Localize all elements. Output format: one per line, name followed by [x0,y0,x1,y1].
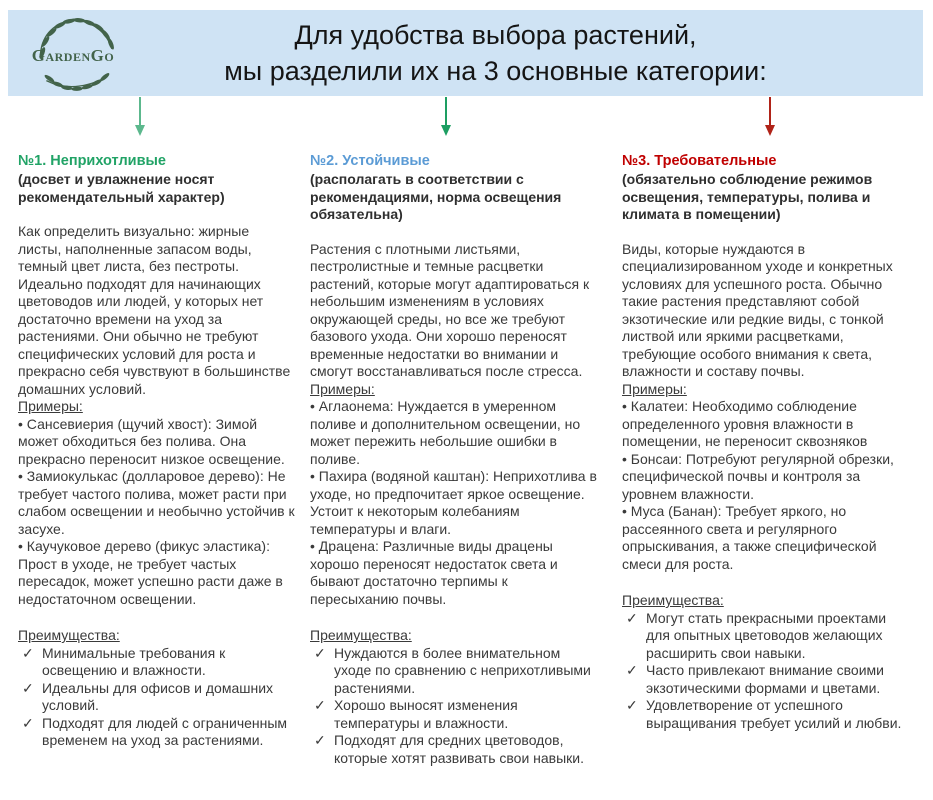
bullet-marker: • [18,538,23,554]
bullet-marker: • [310,468,315,484]
category-2-heading: №2. Устойчивые [310,153,430,169]
category-3-advantages-label: Преимущества: [622,592,724,608]
header-band [8,10,923,96]
category-3-examples-label: Примеры: [622,380,687,397]
advantage-item [622,697,913,732]
category-1-subheading: (досвет и увлажнение носят рекомендательный характер) [18,171,225,205]
category-2-subheading: (располагать в соответствии с рекомендациями, норма освещения обязательна) [310,171,562,222]
bullet-marker: • [310,538,315,554]
advantage-item [310,645,598,698]
example-item [18,468,296,538]
category-3-heading: №3. Требовательные [622,153,777,169]
advantage-item [310,732,598,767]
bullet-marker: • [310,398,315,414]
example-item [310,468,598,538]
title-line-1: Для удобства выбора растений, [294,20,697,50]
arrow-down-icon-category-3 [765,97,775,137]
example-text: Драцена: Различные виды драцены хорошо переносят недостаток света и бывают достаточно терпимы к пересыханию почвы. [310,538,558,607]
arrow-head [765,125,775,136]
category-1-examples-label: Примеры: [18,398,83,414]
example-item [622,503,913,573]
category-2-advantages-label: Преимущества: [310,627,412,643]
example-text: Калатеи: Необходимо соблюдение определенного уровня влажности в помещении, не переносит сквозняков [622,398,868,449]
advantage-text: Подходят для средних цветоводов, которые хотят развивать свои навыки. [334,732,585,766]
check-icon: ✓ [22,714,34,731]
example-text: Пахира (водяной каштан): Неприхотлива в уходе, но предпочитает яркое освещение. Устоит к некоторым колебаниям температуры и влаги. [310,468,597,537]
brand-logo [8,10,138,96]
bullet-marker: • [18,468,23,484]
check-icon: ✓ [626,609,638,626]
example-item [622,398,913,451]
example-text: Бонсаи: Потребуют регулярной обрезки, специфической почвы и контроля за уровнем влажности. [622,450,894,502]
check-icon: ✓ [22,679,34,696]
category-1-description: Как определить визуально: жирные листы, наполненные запасом воды, темный цвет листа, без пестроты. Идеально подходят для начинающих цветоводов или людей, у которых нет достаточно времени на уход за растениями. Они обычно не требуют специфических условий для роста и прекрасно себя чувствуют в большинстве домашних условий. [18,223,291,397]
check-icon: ✓ [314,732,326,748]
advantage-text: Удовлетворение от успешного выращивания требует усилий и любви. [646,697,902,731]
example-item [310,398,598,468]
check-icon: ✓ [314,697,326,713]
advantage-text: Идеальны для офисов и домашних условий. [42,679,274,713]
page-title [138,17,923,89]
category-column-2 [310,151,598,767]
example-item [18,538,296,608]
category-2-examples-label: Примеры: [310,380,375,397]
category-column-1 [18,151,296,767]
arrow-stem [445,97,447,126]
arrow-down-icon-category-1 [135,97,145,137]
bullet-marker: • [18,415,23,432]
check-icon: ✓ [22,644,34,661]
example-item [18,416,296,469]
example-text: Замиокулькас (долларовое дерево): Не требует частого полива, может расти при слабом освещении и необычно устойчив к засухе. [18,468,295,537]
advantage-text: Нуждаются в более внимательном уходе по сравнению с неприхотливыми растениями. [334,644,591,696]
check-icon: ✓ [626,697,638,713]
arrow-zone [0,97,933,137]
example-text: Каучуковое дерево (фикус эластика): Прост в уходе, не требует частых пересадок, может успешно расти даже в недостаточном освещении. [18,538,283,607]
bullet-marker: • [622,503,627,519]
arrow-down-icon-category-2 [441,97,451,137]
advantage-item [18,645,296,680]
example-item [622,451,913,504]
check-icon: ✓ [314,644,326,661]
example-text: Сансевиерия (щучий хвост): Зимой может обходиться без полива. Она прекрасно переносит низкое освещение. [18,415,285,467]
arrow-head [441,125,451,136]
advantage-text: Минимальные требования к освещению и влажности. [42,644,226,678]
bullet-marker: • [622,450,627,467]
advantage-item [18,715,296,750]
advantage-text: Могут стать прекрасными проектами для опытных цветоводов желающих расширить свои навыки. [646,609,887,661]
category-column-3 [622,151,913,767]
example-text: Аглаонема: Нуждается в умеренном поливе и дополнительном освещении, но может пережить небольшие ошибки в поливе. [310,398,581,467]
category-2-description: Растения с плотными листьями, пестролистные и темные расцветки растений, которые могут адаптироваться к небольшим изменениям в условиях окружающей среды, но все же требуют базового ухода. Они хорошо переносят временные недостатки во внимании и смогут восстанавливаться после стресса. [310,240,590,379]
category-3-description: Виды, которые нуждаются в специализированном уходе и конкретных условиях для успешного роста. Обычно такие растения представляют собой экзотические или редкие виды, с тонкой листвой или яркими расцветками, требующие особого внимания к света, влажности и составу почвы. [622,240,893,379]
advantage-item [310,697,598,732]
arrow-head [135,125,145,136]
arrow-stem [769,97,771,126]
example-text: Муса (Банан): Требует яркого, но рассеянного света и регулярного опрыскивания, а также специфической смеси для роста. [622,503,877,572]
category-3-subheading: (обязательно соблюдение режимов освещения, температуры, полива и климата в помещении) [622,171,873,222]
category-1-advantages-label: Преимущества: [18,627,120,643]
bullet-marker: • [622,398,627,414]
category-1-heading: №1. Неприхотливые [18,153,166,169]
advantage-item [622,610,913,663]
advantage-text: Хорошо выносят изменения температуры и влажности. [334,697,518,731]
check-icon: ✓ [626,662,638,678]
advantage-text: Подходят для людей с ограниченным временем на уход за растениями. [42,714,288,748]
title-line-2: мы разделили их на 3 основные категории: [224,56,767,86]
advantage-item [622,662,913,697]
categories-container [18,151,917,767]
advantage-item [18,680,296,715]
advantage-text: Часто привлекают внимание своими экзотическими формами и цветами. [646,662,884,696]
brand-name: GardenGo [31,46,115,66]
laurel-wreath-icon [21,10,125,96]
arrow-stem [139,97,141,126]
example-item [310,538,598,608]
